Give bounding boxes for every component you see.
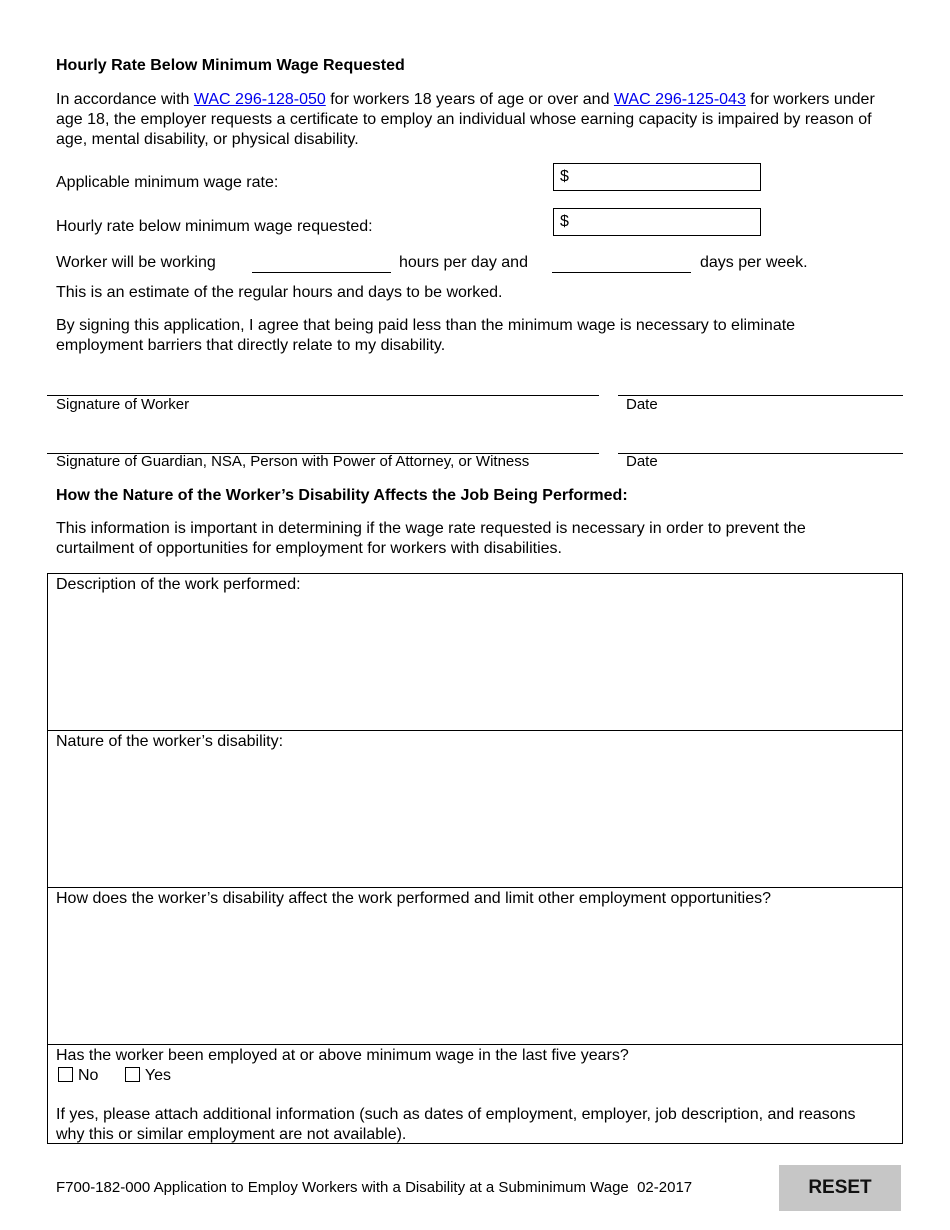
hours-per-day-input[interactable]	[252, 254, 391, 273]
worker-signature-label: Signature of Worker	[56, 396, 190, 413]
section2-title: How the Nature of the Worker’s Disability Affects the Job Being Performed:	[56, 487, 628, 504]
form-id: F700-182-000 Application to Employ Workers with a Disability at a Subminimum Wage 02-2017	[56, 1179, 693, 1196]
yes-option-label: Yes	[144, 1067, 172, 1084]
disability-effect-input[interactable]	[56, 914, 894, 1039]
prior-employment-question: Has the worker been employed at or above minimum wage in the last five years?	[56, 1047, 629, 1064]
disability-nature-section	[47, 730, 903, 888]
no-option-label: No	[78, 1067, 99, 1084]
work-description-input[interactable]	[56, 600, 894, 725]
disability-nature-label: Nature of the worker’s disability:	[56, 733, 284, 750]
days-per-week-input[interactable]	[552, 254, 691, 273]
guardian-signature-label: Signature of Guardian, NSA, Person with Power of Attorney, or Witness	[56, 453, 530, 470]
reset-button[interactable]: RESET	[779, 1165, 901, 1211]
hours-suffix: hours per day and	[399, 254, 528, 271]
min-wage-field[interactable]	[553, 163, 761, 191]
below-rate-input[interactable]	[569, 213, 743, 231]
disability-nature-input[interactable]	[56, 757, 894, 882]
wac-296-125-043-link[interactable]: WAC 296-125-043	[613, 91, 746, 108]
days-suffix: days per week.	[700, 254, 808, 271]
worker-date-line[interactable]	[618, 395, 903, 396]
section-title: Hourly Rate Below Minimum Wage Requested	[56, 57, 405, 74]
prior-employment-options	[58, 1066, 171, 1086]
yes-checkbox[interactable]	[125, 1067, 140, 1082]
below-rate-field[interactable]	[553, 208, 761, 236]
agreement-paragraph: By signing this application, I agree that being paid less than the minimum wage is necessary to eliminate employment barriers that directly relate to my disability.	[56, 317, 796, 354]
guardian-date-label: Date	[626, 453, 658, 470]
prior-employment-section	[47, 1044, 903, 1144]
wac-296-128-050-link[interactable]: WAC 296-128-050	[193, 91, 326, 108]
currency-symbol: $	[560, 168, 569, 185]
intro-paragraph: In accordance with WAC 296-128-050 for workers 18 years of age or over and WAC 296-125-043 for workers under age 18, the employer requests a certificate to employ an individual whose earning capacity is impaired by reason of age, mental disability, or physical disability.	[56, 91, 875, 148]
guardian-date-line[interactable]	[618, 453, 903, 454]
section2-intro: This information is important in determining if the wage rate requested is necessary in order to prevent the curtailment of opportunities for employment for workers with disabilities.	[56, 520, 806, 557]
worker-date-label: Date	[626, 396, 658, 413]
below-rate-label: Hourly rate below minimum wage requested:	[56, 218, 373, 235]
work-description-label: Description of the work performed:	[56, 576, 301, 593]
attach-note: If yes, please attach additional information (such as dates of employment, employer, job description, and reasons why this or similar employment are not available).	[56, 1106, 856, 1143]
disability-effect-section	[47, 887, 903, 1045]
work-description-section	[47, 573, 903, 731]
min-wage-input[interactable]	[569, 168, 743, 186]
currency-symbol: $	[560, 213, 569, 230]
working-prefix: Worker will be working	[56, 254, 216, 271]
no-checkbox[interactable]	[58, 1067, 73, 1082]
min-wage-label: Applicable minimum wage rate:	[56, 174, 279, 191]
disability-effect-label: How does the worker’s disability affect the work performed and limit other employment opportunities?	[56, 890, 772, 907]
estimate-note: This is an estimate of the regular hours and days to be worked.	[56, 284, 503, 301]
